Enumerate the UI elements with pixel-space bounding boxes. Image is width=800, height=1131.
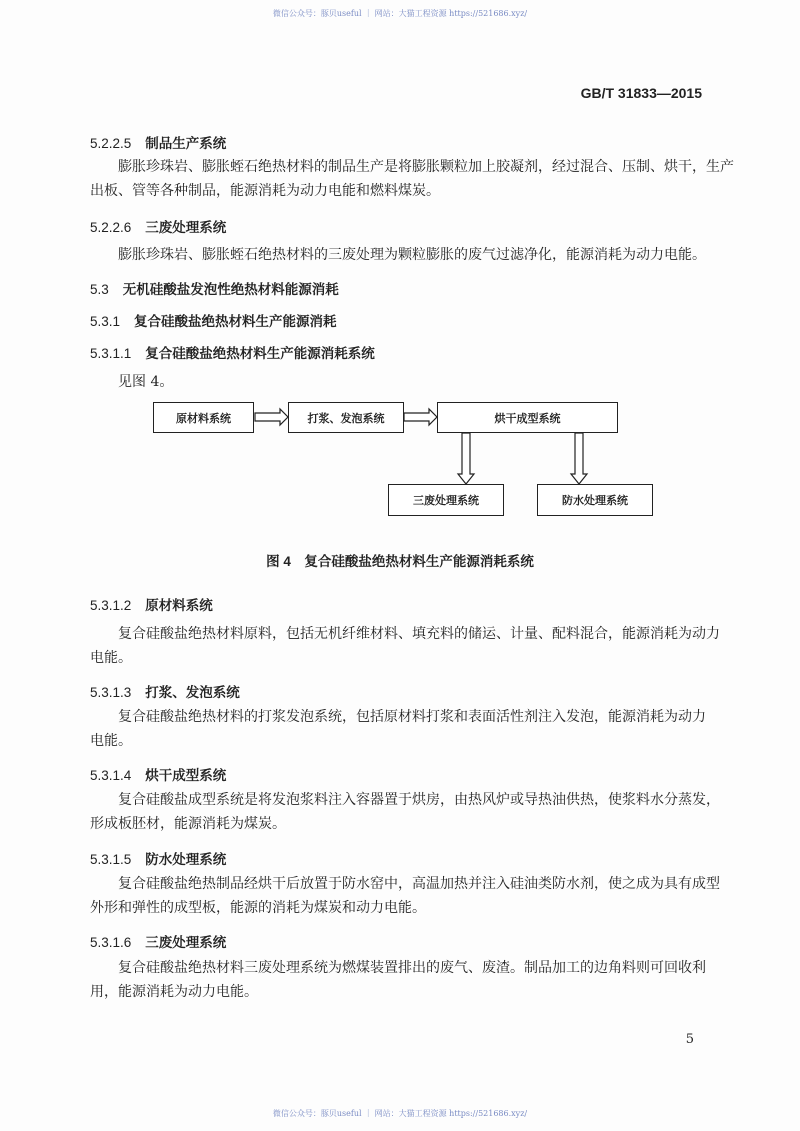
standard-number: GB/T 31833—2015 (580, 85, 702, 101)
heading-5-3-1-6 (90, 931, 226, 951)
arrow-down-icon (458, 433, 474, 484)
heading-number: 5.3.1.5 (90, 852, 132, 867)
text-line: 复合硅酸盐绝热材料三废处理系统为燃煤装置排出的废气、废渣。制品加工的边角料则可回收利 (118, 960, 706, 976)
heading-number: 5.3.1.3 (90, 685, 132, 700)
paragraph (90, 956, 706, 1004)
box-waste-treatment: 三废处理系统 (388, 484, 504, 516)
text-line: 膨胀珍珠岩、膨胀蛭石绝热材料的制品生产是将膨胀颗粒加上胶凝剂，经过混合、压制、烘干，生产 (118, 159, 734, 175)
text-line: 电能。 (90, 650, 132, 666)
box-drying-forming: 烘干成型系统 (437, 402, 618, 433)
box-waterproofing: 防水处理系统 (537, 484, 653, 516)
arrow-right-icon (255, 409, 288, 425)
paragraph (90, 705, 706, 753)
heading-title: 打浆、发泡系统 (145, 685, 240, 700)
paragraph (90, 872, 720, 920)
text-line: 复合硅酸盐绝热材料原料，包括无机纤维材料、填充料的储运、计量、配料混合，能源消耗为动力 (118, 626, 720, 642)
heading-5-3-1-3 (90, 681, 240, 701)
text-line: 复合硅酸盐绝热材料的打浆发泡系统，包括原材料打浆和表面活性剂注入发泡，能源消耗为动力 (118, 709, 706, 725)
box-slurry-foaming: 打浆、发泡系统 (288, 402, 404, 433)
heading-number: 5.3.1.2 (90, 598, 132, 613)
paragraph (90, 788, 720, 836)
arrow-right-icon (404, 409, 437, 425)
heading-number: 5.3 (90, 282, 109, 297)
text-line: 电能。 (90, 733, 132, 749)
heading-5-3-1-5 (90, 848, 226, 868)
heading-number: 5.3.1.4 (90, 768, 132, 783)
box-raw-materials: 原材料系统 (153, 402, 254, 433)
heading-number: 5.3.1 (90, 314, 121, 329)
heading-number: 5.3.1.6 (90, 935, 132, 950)
watermark-top: 微信公众号：豚贝useful ｜ 网站：大猫工程资源 https://521686.xyz/ (272, 9, 528, 18)
figure-caption: 图 4 复合硅酸盐绝热材料生产能源消耗系统 (266, 554, 534, 569)
heading-number: 5.3.1.1 (90, 346, 132, 361)
heading-title: 复合硅酸盐绝热材料生产能源消耗 (134, 314, 337, 329)
heading-number: 5.2.2.6 (90, 220, 132, 235)
heading-title: 三废处理系统 (145, 220, 227, 235)
heading-number: 5.2.2.5 (90, 136, 132, 151)
heading-title: 无机硅酸盐发泡性绝热材料能源消耗 (122, 282, 339, 297)
heading-title: 三废处理系统 (145, 935, 227, 950)
text-line: 形成板胚材，能源消耗为煤炭。 (90, 816, 286, 832)
text-line: 见图 4。 (118, 374, 174, 390)
watermark-bottom: 微信公众号：豚贝useful ｜ 网站：大猫工程资源 https://521686.xyz/ (272, 1109, 528, 1118)
heading-5-3-1-2 (90, 594, 213, 614)
text-line: 用，能源消耗为动力电能。 (90, 984, 258, 1000)
heading-title: 制品生产系统 (145, 136, 227, 151)
text-line: 复合硅酸盐绝热制品经烘干后放置于防水窑中，高温加热并注入硅油类防水剂，使之成为具有成型 (118, 876, 720, 892)
arrow-down-icon (571, 433, 587, 484)
page-number: 5 (685, 1032, 694, 1047)
text-line: 复合硅酸盐成型系统是将发泡浆料注入容器置于烘房，由热风炉或导热油供热，使浆料水分蒸发， (118, 792, 720, 808)
heading-title: 防水处理系统 (145, 852, 227, 867)
text-line: 膨胀珍珠岩、膨胀蛭石绝热材料的三废处理为颗粒膨胀的废气过滤净化，能源消耗为动力电能。 (118, 247, 706, 263)
heading-title: 复合硅酸盐绝热材料生产能源消耗系统 (145, 346, 375, 361)
heading-title: 烘干成型系统 (145, 768, 227, 783)
paragraph (90, 622, 720, 670)
heading-5-3-1-4 (90, 764, 226, 784)
text-line: 外形和弹性的成型板，能源的消耗为煤炭和动力电能。 (90, 900, 426, 916)
heading-title: 原材料系统 (145, 598, 213, 613)
text-line: 出板、管等各种制品，能源消耗为动力电能和燃料煤炭。 (90, 183, 440, 199)
